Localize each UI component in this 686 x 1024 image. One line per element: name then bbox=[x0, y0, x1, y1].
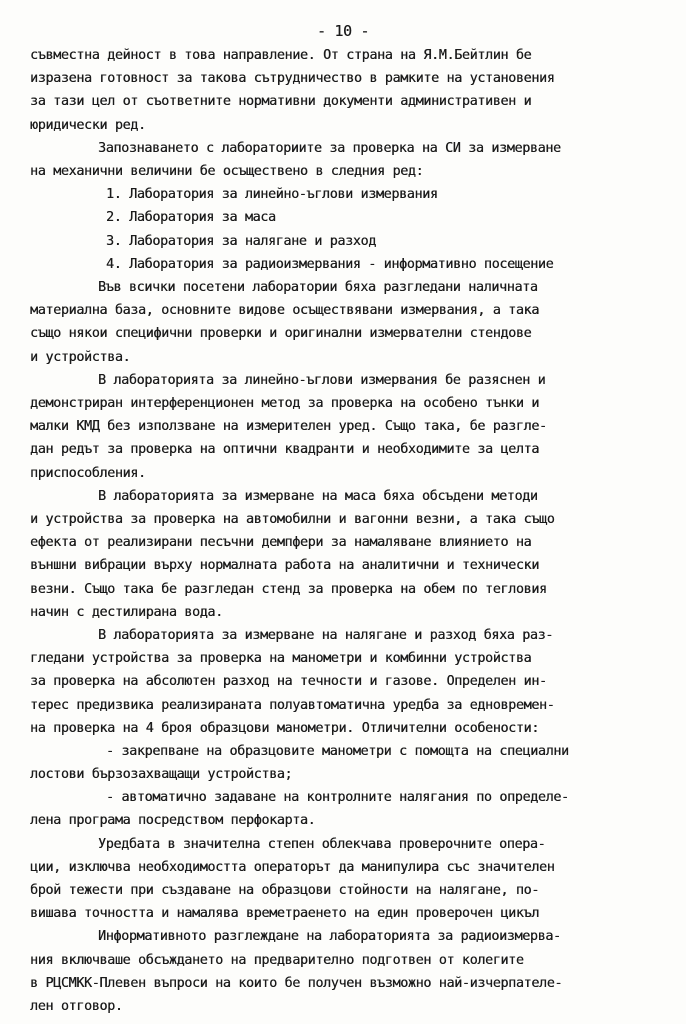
text-line: съвместна дейност в това направление. От страна на Я.М.Бейтлин бе bbox=[30, 48, 532, 63]
text-line: вишава точността и намалява времетраенето на един проверочен цикъл bbox=[30, 906, 539, 922]
text-line: Информативното разглеждане на лабораторията за радиоизмерва- bbox=[98, 929, 561, 945]
text-line: начин с дестилирана вода. bbox=[30, 604, 223, 620]
text-line: също някои специфични проверки и оригинални измервателни стендове bbox=[30, 326, 532, 342]
text-line: ции, изключва необходимостта операторът да манипулира със значителен bbox=[30, 859, 555, 875]
text-line: на проверка на 4 броя образцови манометри. Отличителни особености: bbox=[30, 720, 539, 736]
text-line: малки КМД без използване на измерителен уред. Също така, бе разгле- bbox=[30, 419, 547, 435]
text-line: и устройства за проверка на автомобилни и вагонни везни, а така също bbox=[30, 511, 555, 527]
text-line: 2. Лаборатория за маса bbox=[106, 210, 276, 226]
text-line: в РЦСМКК-Плевен въпроси на които бе получен възможно най-изчерпателе- bbox=[30, 975, 563, 991]
page-number: - 10 - bbox=[316, 22, 370, 40]
text-line: гледани устройства за проверка на манометри и комбинни устройства bbox=[30, 651, 532, 667]
text-line: за тази цел от съответните нормативни документи административен и bbox=[30, 94, 532, 110]
text-line: Във всички посетени лаборатории бяха разгледани наличната bbox=[98, 280, 538, 295]
text-line: - автоматично задаване на контролните налягания по определе- bbox=[106, 790, 569, 806]
text-line: дан редът за проверка на оптични квадранти и необходимите за целта bbox=[30, 442, 539, 458]
text-line: лена програма посредством перфокарта. bbox=[30, 813, 316, 829]
text-line: външни вибрации върху нормалната работа на аналитични и технически bbox=[30, 558, 539, 574]
text-line: на механични величини бе осъществено в следния ред: bbox=[30, 164, 424, 179]
text-line: 4. Лаборатория за радиоизмервания - информативно посещение bbox=[106, 256, 554, 272]
text-line: приспособления. bbox=[30, 465, 146, 481]
text-line: материална база, основните видове осъществявани измервания, а така bbox=[30, 303, 539, 319]
text-line: ефекта от реализирани песъчни демпфери за намаляване влиянието на bbox=[30, 535, 532, 551]
text-line: везни. Също така бе разгледан стенд за проверка на обем по тегловия bbox=[30, 581, 547, 597]
text-line: В лабораторията за измерване на маса бяха обсъдени методи bbox=[98, 488, 538, 504]
text-line: брой тежести при създаване на образцови стойности на налягане, по- bbox=[30, 883, 539, 898]
text-line: - закрепване на образцовите манометри с помощта на специални bbox=[106, 743, 569, 759]
text-line: юридически ред. bbox=[30, 117, 146, 133]
text-line: 1. Лаборатория за линейно-ъглови измервания bbox=[106, 187, 438, 203]
text-line: лостови бързозахващащи устройства; bbox=[30, 767, 293, 782]
text-line: В лабораторията за измерване на налягане и разход бяха раз- bbox=[98, 627, 553, 643]
text-line: за проверка на абсолютен разход на течности и газове. Определен ин- bbox=[30, 674, 547, 690]
text-line: Запознаването с лабораториите за проверка на СИ за измерване bbox=[98, 140, 561, 156]
text-line: ния включваше обсъждането на предварително подготвен от колегите bbox=[30, 952, 524, 968]
text-line: демонстриран интерференционен метод за проверка на особено тънки и bbox=[30, 395, 539, 411]
text-line: Уредбата в значителна степен облекчава проверочните опера- bbox=[98, 836, 546, 852]
text-line: 3. Лаборатория за налягане и разход bbox=[106, 233, 376, 249]
text-line: В лабораторията за линейно-ъглови измервания бе разяснен и bbox=[98, 372, 546, 388]
text-line: и устройства. bbox=[30, 349, 131, 365]
text-line: изразена готовност за такова сътрудничество в рамките на установения bbox=[30, 71, 555, 87]
text-line: лен отговор. bbox=[30, 999, 123, 1014]
text-line: терес предизвика реализираната полуавтоматична уредба за едновремен- bbox=[30, 697, 555, 713]
